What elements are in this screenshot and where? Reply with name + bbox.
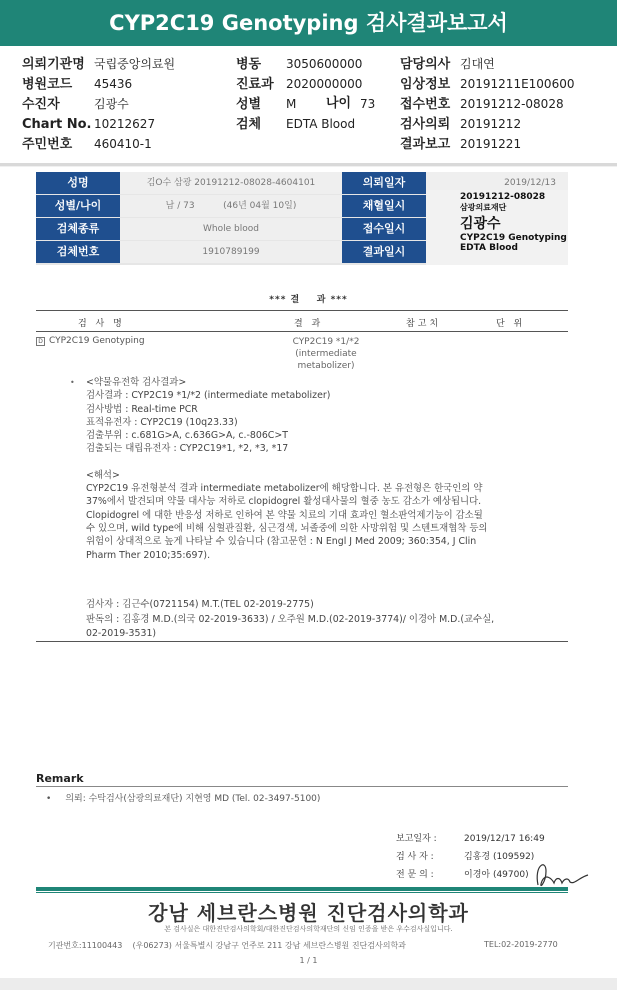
specimen-table <box>36 172 568 265</box>
pharma-line: 검사결과 : CYP2C19 *1/*2 (intermediate metabolizer) <box>86 390 331 402</box>
header-unit: 단 위 <box>496 319 526 329</box>
sample-name: 김광수 <box>460 216 501 232</box>
info-value: 460410-1 <box>94 137 152 151</box>
footer-bar <box>36 887 568 891</box>
specimen-label: 검체번호 <box>36 241 120 263</box>
footer-bar-thin <box>36 892 568 893</box>
header-divider-shadow <box>0 166 617 167</box>
info-label: 담당의사 <box>400 57 451 72</box>
info-value: 20191212-08028 <box>460 97 564 111</box>
info-value: M <box>286 97 297 111</box>
info-row <box>236 114 356 134</box>
sample-specimen: EDTA Blood <box>460 243 518 253</box>
info-value: 20191221 <box>460 137 522 151</box>
pharma-line: 검출부위 : c.681G>A, c.636G>A, c.-806C>T <box>86 430 288 442</box>
pharma-line: 검사방법 : Real-time PCR <box>86 403 198 415</box>
info-value: 45436 <box>94 77 133 91</box>
reader-line: 판독의 : 김홍경 M.D.(의국 02-2019-3633) / 오주원 M.D.(02-2019-3774)/ 이경아 M.D.(교수실, <box>86 613 495 625</box>
info-label: 병원코드 <box>22 77 73 92</box>
results-header-line <box>36 331 568 332</box>
result-line: CYP2C19 *1/*2 <box>292 337 360 347</box>
results-top-line <box>36 310 568 311</box>
info-label: 임상정보 <box>400 77 451 92</box>
report-row <box>396 866 529 884</box>
report-label: 검 사 자 : <box>396 852 434 862</box>
specimen-right-value: 2019/12/13 <box>426 172 568 194</box>
sample-test: CYP2C19 Genotyping <box>460 233 567 243</box>
pharma-line: 표적유전자 : CYP2C19 (10q23.33) <box>86 416 238 428</box>
info-label: 검체 <box>236 117 262 132</box>
interp-line: 위험이 상대적으로 높게 나타날 수 있습니다 (참고문헌 : N Engl J Med 2009; 360:354, J Clin <box>86 536 477 548</box>
info-value: 20191212 <box>460 117 522 131</box>
info-row <box>236 54 363 74</box>
viewer-bottom-bar <box>0 978 617 990</box>
info-value: 국립중앙의료원 <box>94 57 176 71</box>
result-value <box>292 336 360 372</box>
header-result: 결 과 <box>294 319 324 329</box>
age-value: 73 <box>360 97 376 111</box>
result-line: (intermediate <box>295 349 357 359</box>
info-label: 병동 <box>236 57 262 72</box>
result-line: metabolizer) <box>297 361 355 371</box>
examiner-line: 검사자 : 김근수(0721154) M.T.(TEL 02-2019-2775) <box>86 599 314 610</box>
header-test-name: 검 사 명 <box>78 319 125 329</box>
results-column-headers <box>36 314 568 330</box>
info-label: 성별 <box>236 97 262 112</box>
report-row <box>396 830 545 848</box>
specimen-value: 김O수 삼광 20191212-08028-4604101 <box>120 172 342 194</box>
specimen-value: 남 / 73 (46년 04월 10일) <box>120 195 342 217</box>
interp-line: 수 있으며, wild type에 비해 심혈관질환, 심근경색, 뇌졸중에 의한 사망위험 및 스텐트재협착 등의 <box>86 522 488 534</box>
sample-org: 삼광의료재단 <box>460 203 507 212</box>
info-value: 10212627 <box>94 117 156 131</box>
info-row <box>22 74 133 94</box>
age-label: 나이 <box>326 96 352 111</box>
patient-info-col-3 <box>400 54 575 154</box>
interpretation-block <box>86 376 566 562</box>
result-test-name: CYP2C19 Genotyping <box>49 336 145 346</box>
remark-item <box>46 791 320 804</box>
document-icon: D <box>36 337 45 346</box>
patient-info-col-2 <box>236 54 376 134</box>
report-value: 김홍경 (109592) <box>464 852 535 862</box>
bullet-icon: • <box>46 794 52 804</box>
address-text: 기관번호:11100443 (우06273) 서울특별시 강남구 언주로 211 강남 세브란스병원 진단검사의학과 <box>48 941 406 950</box>
info-row <box>22 114 156 134</box>
info-value: 2020000000 <box>286 77 363 91</box>
info-label: 결과보고 <box>400 137 451 152</box>
interp-line: Clopidogrel 에 대한 반응성 저하로 인하여 본 약물 치료의 기대 효과인 혈소판억제기능이 감소될 <box>86 509 483 521</box>
page-number: 1 / 1 <box>299 956 318 965</box>
interp-line: 37%에서 발견되며 약물 대사능 저하로 clopidogrel 활성대사물의 혈중 농도 감소가 예상됩니다. <box>86 496 482 508</box>
info-value: 김대연 <box>460 57 495 71</box>
info-value: 20191211E100600 <box>460 77 575 91</box>
specimen-label: 성별/나이 <box>36 195 120 217</box>
pharma-title: <약물유전학 검사결과> <box>86 377 187 388</box>
report-value: 이경아 (49700) <box>464 870 529 880</box>
hospital-name: 강남 세브란스병원 진단검사의학과 <box>148 901 469 925</box>
remark-text: 의뢰: 수탁검사(삼광의료재단) 지현영 MD (Tel. 02-3497-5100) <box>65 794 321 804</box>
info-row <box>400 114 522 134</box>
interp-title: <해석> <box>86 469 120 481</box>
specimen-right-label: 결과일시 <box>342 241 426 263</box>
report-label: 전 문 의 : <box>396 870 434 880</box>
info-value: EDTA Blood <box>286 117 356 131</box>
info-label: 검사의뢰 <box>400 117 451 132</box>
bullet-icon: • <box>70 378 75 387</box>
info-row <box>22 134 152 154</box>
report-value: 2019/12/17 16:49 <box>464 834 545 844</box>
info-row <box>400 94 564 114</box>
specimen-value: 1910789199 <box>120 241 342 263</box>
info-value: 3050600000 <box>286 57 363 71</box>
sample-number: 20191212-08028 <box>460 192 546 202</box>
report-label: 보고일자 : <box>396 834 437 844</box>
remark-divider <box>36 786 568 787</box>
interp-line: Pharm Ther 2010;35:697). <box>86 549 211 561</box>
specimen-label: 성명 <box>36 172 120 194</box>
header-reference: 참고치 <box>406 319 442 329</box>
report-sign-block <box>396 830 545 884</box>
remark-title: Remark <box>36 772 84 785</box>
pharma-line: 검출되는 대립유전자 : CYP2C19*1, *2, *3, *17 <box>86 443 289 455</box>
info-row <box>22 54 176 74</box>
results-bottom-line <box>36 641 568 642</box>
info-row <box>400 54 495 74</box>
info-label: 진료과 <box>236 77 274 92</box>
interp-line: CYP2C19 유전형분석 결과 intermediate metabolizer에 해당합니다. 본 유전형은 한국인의 약 <box>86 483 483 495</box>
info-row <box>22 94 129 114</box>
specimen-right-label: 의뢰일자 <box>342 172 426 194</box>
certification-text: 본 검사실은 대한진단검사의학회/대한진단검사의학재단의 신임 인증을 받은 우수검사실입니다. <box>164 925 453 933</box>
patient-info-col-1 <box>22 54 176 154</box>
info-label: Chart No. <box>22 117 92 132</box>
results-section-title: *** 결 과 *** <box>269 295 348 305</box>
signoff-block <box>86 598 566 642</box>
info-row <box>236 74 363 94</box>
specimen-right-label: 채혈일시 <box>342 195 426 217</box>
info-label: 주민번호 <box>22 137 73 152</box>
specimen-label: 검체종류 <box>36 218 120 240</box>
info-value: 김광수 <box>94 97 129 111</box>
sample-barcode-label <box>426 190 568 265</box>
specimen-value: Whole blood <box>120 218 342 240</box>
info-row <box>400 134 522 154</box>
info-row <box>400 74 575 94</box>
info-label: 수진자 <box>22 97 60 112</box>
specimen-right-label: 접수일시 <box>342 218 426 240</box>
tel-text: TEL:02-2019-2770 <box>484 940 558 949</box>
report-row <box>396 848 535 866</box>
info-row <box>236 94 376 114</box>
patient-info <box>0 50 617 165</box>
info-label: 의뢰기관명 <box>22 57 85 72</box>
info-label: 접수번호 <box>400 97 451 112</box>
reader-line: 02-2019-3531) <box>86 628 157 639</box>
report-title: CYP2C19 Genotyping 검사결과보고서 <box>0 0 617 46</box>
